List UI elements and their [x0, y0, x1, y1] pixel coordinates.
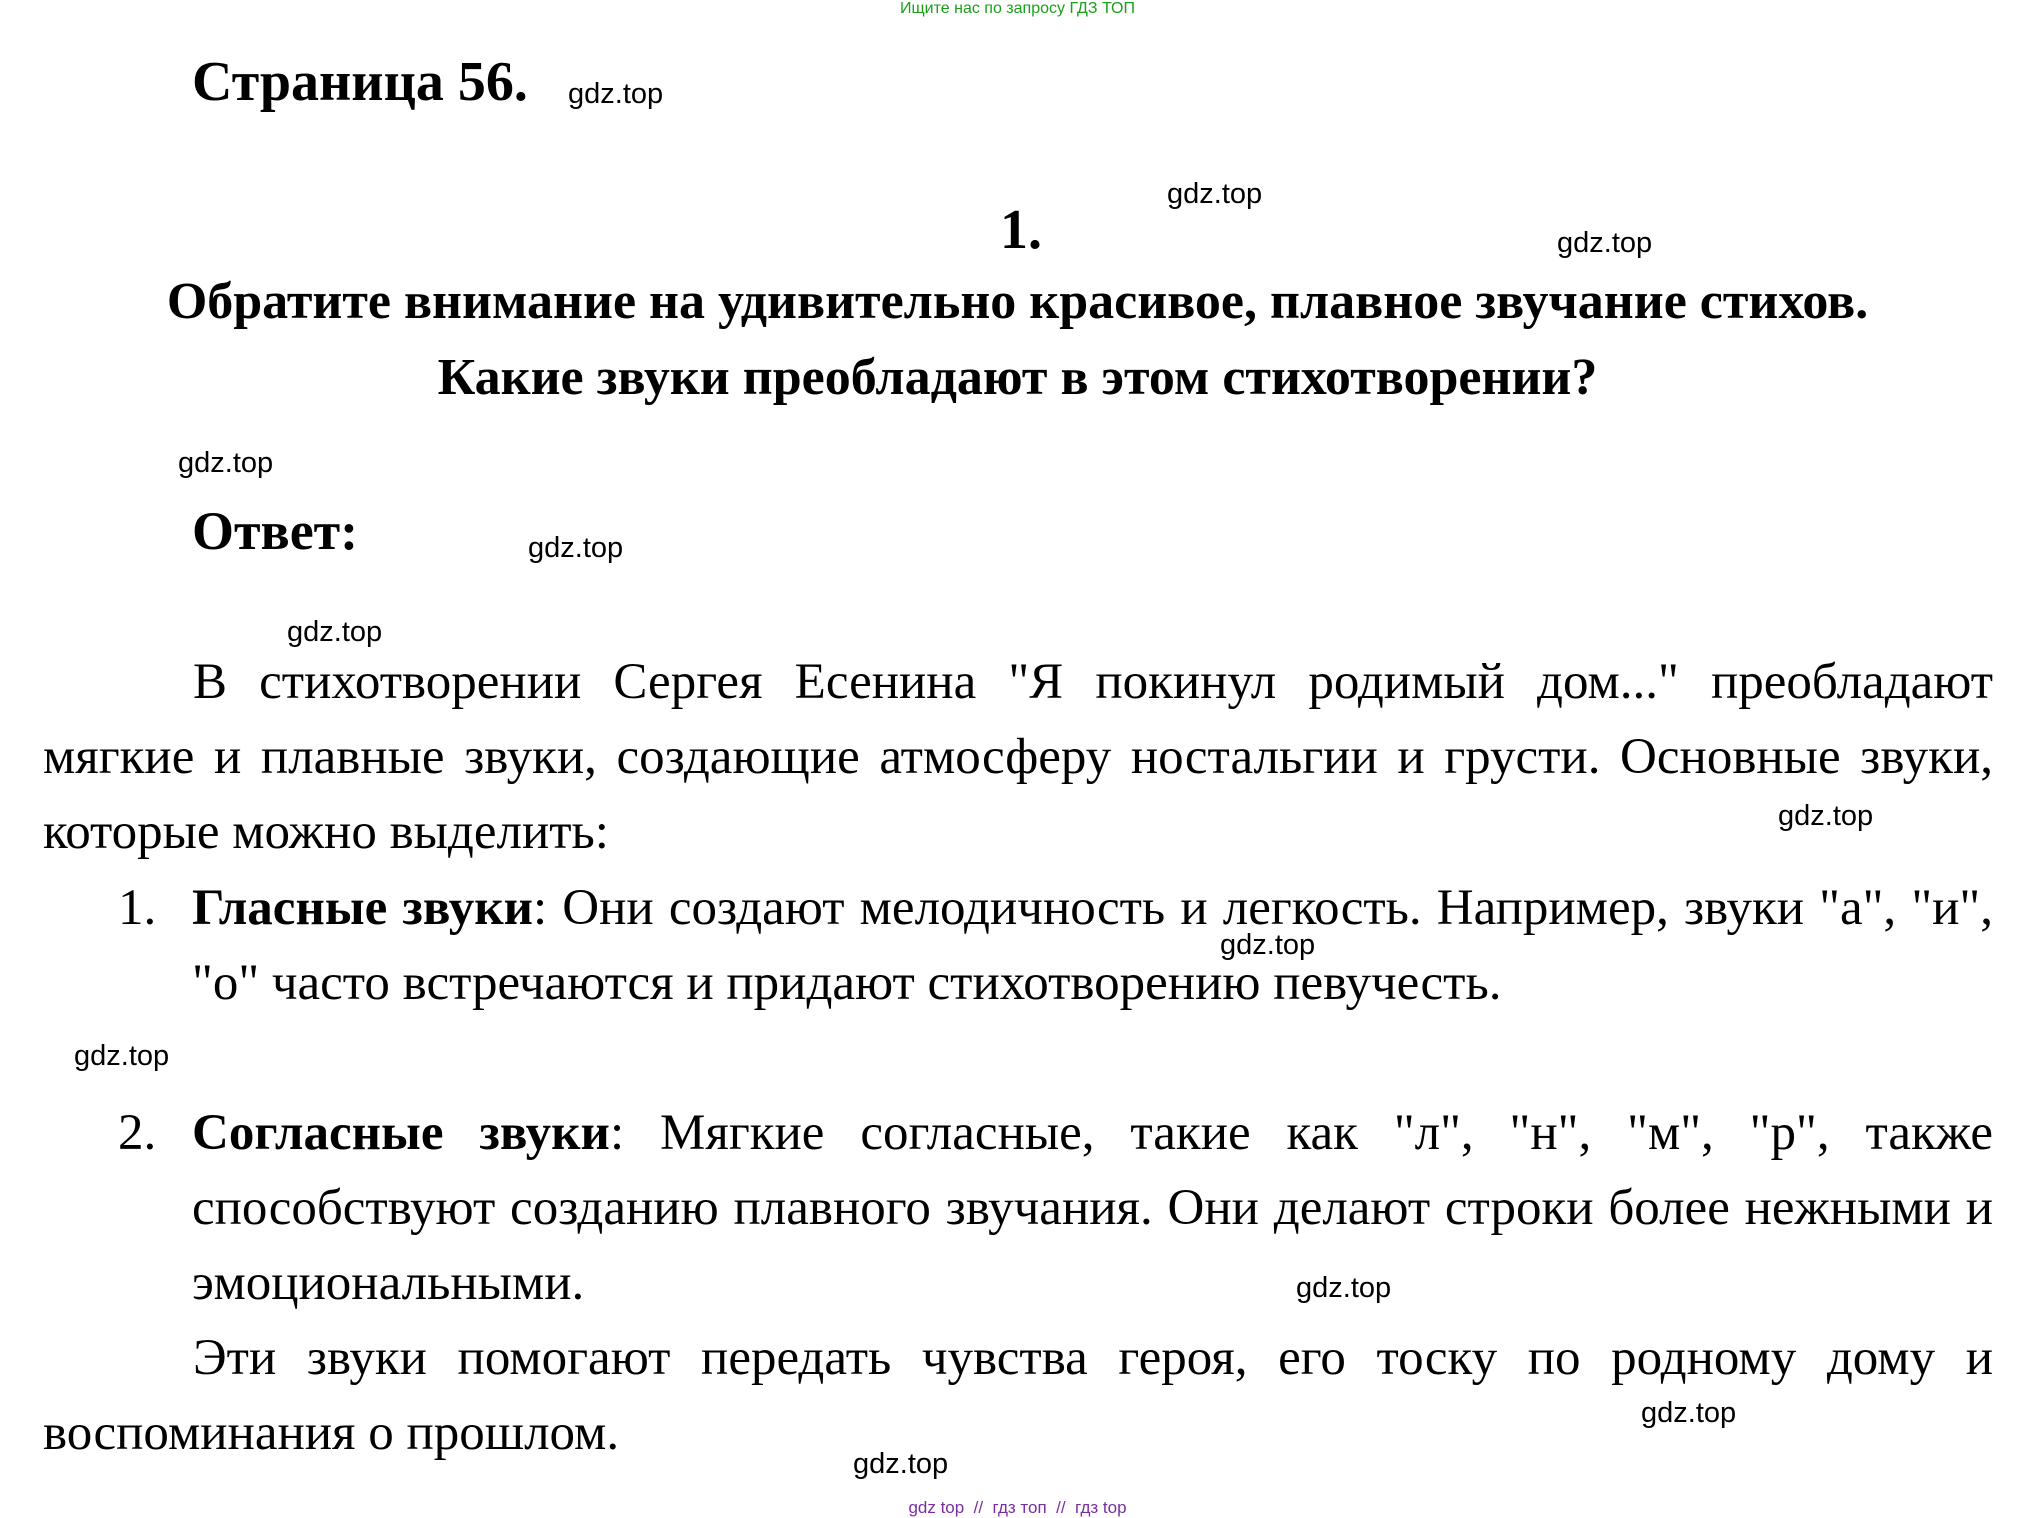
watermark: gdz.top	[74, 1040, 170, 1072]
watermark: gdz.top	[1296, 1272, 1392, 1304]
list-item-text: : Они создают мелодичность и легкость. Например, звуки "а", "и", "о" часто встречаются и придают стихотворению певучесть.	[192, 880, 1993, 1011]
watermark: gdz.top	[853, 1448, 949, 1480]
answer-label: Ответ:	[192, 501, 359, 561]
watermark: gdz.top	[1778, 800, 1874, 832]
task-number: 1.	[1000, 199, 1042, 261]
list-item-number: 1.	[118, 880, 157, 936]
watermark: gdz.top	[287, 616, 383, 648]
watermark: gdz.top	[528, 532, 624, 564]
list-item-text: : Мягкие согласные, такие как "л", "н", "м", "р", также способствуют созданию плавного звучания. Они делают строки более нежными и эмоциональными.	[192, 1105, 1993, 1311]
conclusion-paragraph: Эти звуки помогают передать чувства героя, его тоску по родному дому и воспоминания о прошлом.	[43, 1330, 1993, 1461]
footer-note: gdz top // гдз топ // гдз top	[908, 1498, 1127, 1517]
list-item	[192, 871, 1993, 1021]
watermark: gdz.top	[1220, 929, 1316, 961]
list-item-number: 2.	[118, 1105, 157, 1161]
question-line-1: Обратите внимание на удивительно красивое, плавное звучание стихов.	[166, 273, 1869, 330]
list-item-title: Гласные звуки	[192, 880, 533, 936]
watermark: gdz.top	[1167, 178, 1263, 210]
list-item-title: Согласные звуки	[192, 1105, 610, 1161]
watermark: gdz.top	[568, 78, 664, 110]
header-note: Ищите нас по запросу ГДЗ ТОП	[900, 0, 1135, 17]
watermark: gdz.top	[1557, 227, 1653, 259]
question-line-2: Какие звуки преобладают в этом стихотворении?	[437, 349, 1598, 406]
intro-paragraph: В стихотворении Сергея Есенина "Я покинул родимый дом..." преобладают мягкие и плавные звуки, создающие атмосферу ностальгии и грусти. Основные звуки, которые можно выделить:	[43, 654, 1993, 860]
list-item	[192, 1096, 1993, 1321]
page-title: Страница 56.	[192, 51, 528, 113]
watermark: gdz.top	[178, 447, 274, 479]
watermark: gdz.top	[1641, 1397, 1737, 1429]
